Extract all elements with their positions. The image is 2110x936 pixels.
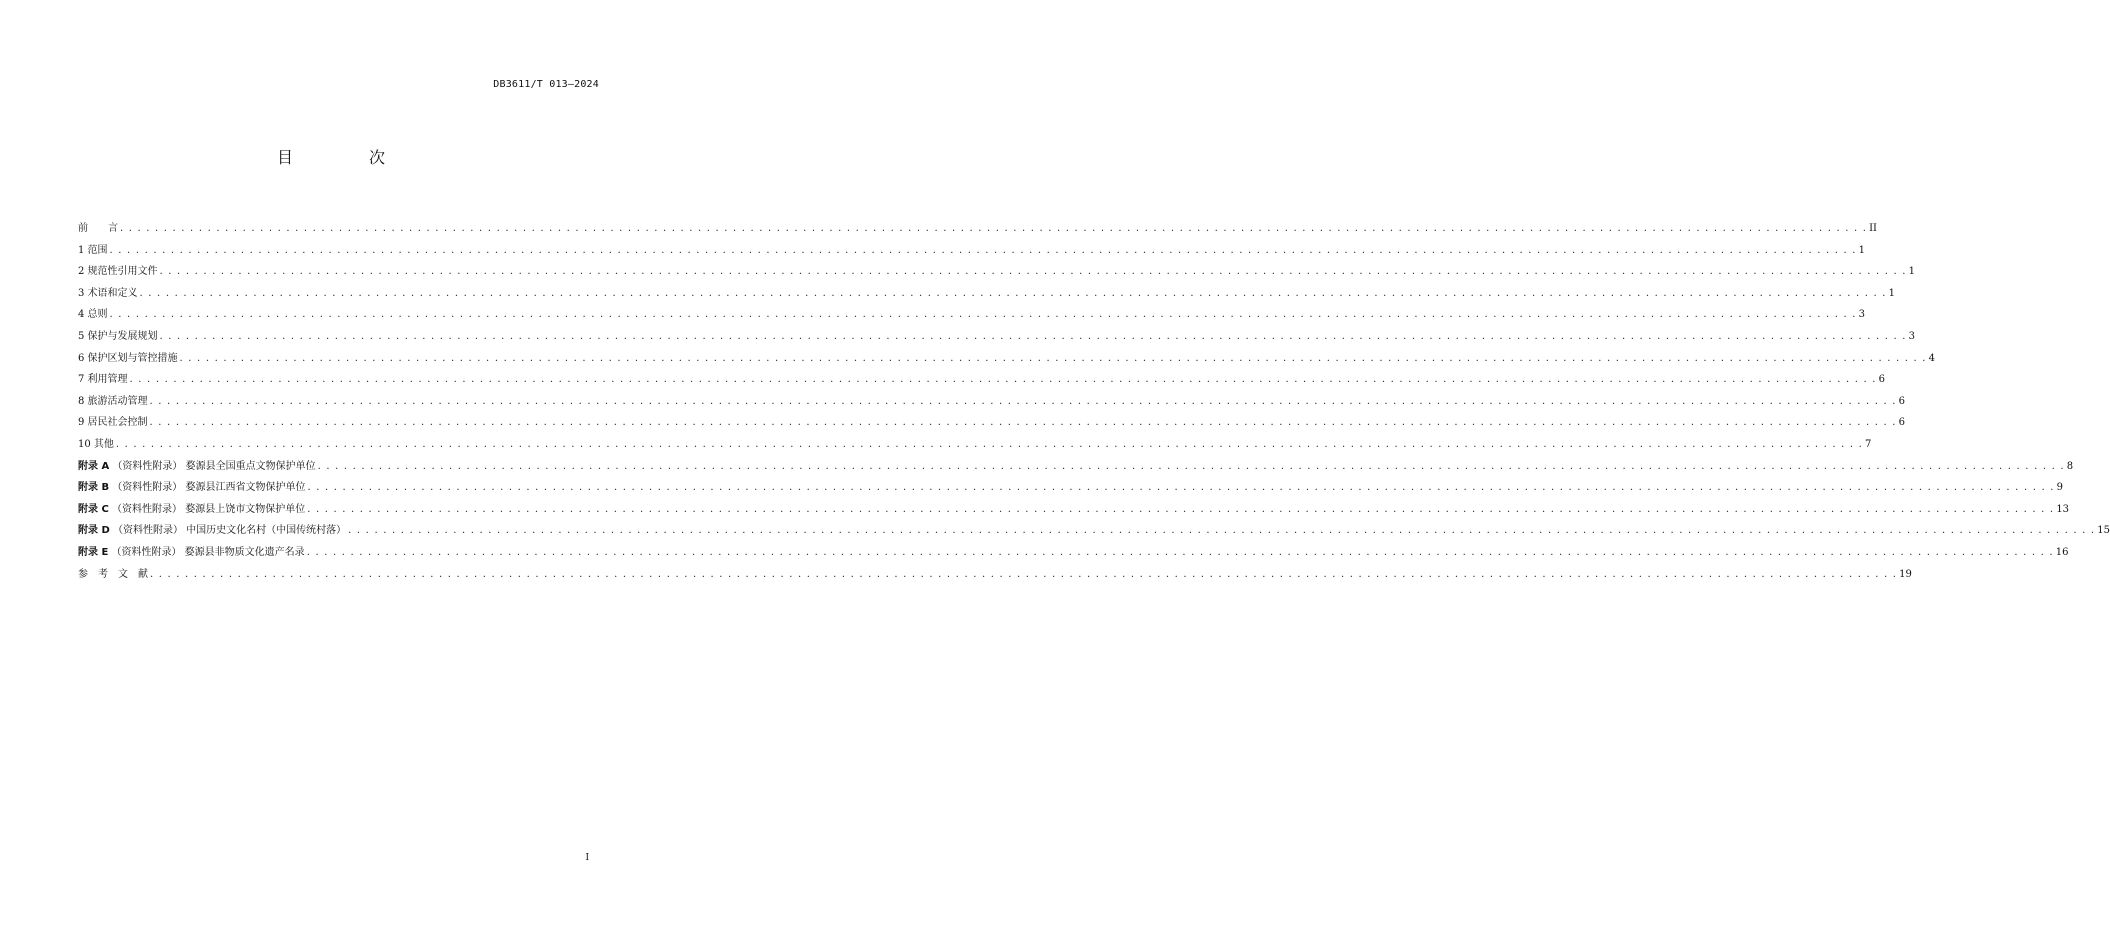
toc-entry-label — [78, 564, 148, 586]
toc-entry-label — [78, 434, 114, 456]
toc-entry-prefix: 附录 C — [78, 503, 109, 515]
table-of-contents — [78, 218, 2110, 585]
toc-entry[interactable] — [78, 564, 1912, 586]
toc-dot-leader: . . . . . . . . . . . . . . . . . . . . . . . . . . . . . . . . . . . . . . . . . . . . . . . . . . . . . . . . . . . . . . . . . . . . . . . . . . . . . . . . . . . . . . . . . . . . . . . . . . . . . . . . . . . . . . . . . . . . . . . . . . . . . . . . . . . . . . . . . . . . . . . . . . . . . . . . . . . . . . . . . . . . . . . . . . . . . . . . . . . . . . . . . . . . . . . . . . . . . . . . — [317, 460, 2065, 472]
toc-dot-leader: . . . . . . . . . . . . . . . . . . . . . . . . . . . . . . . . . . . . . . . . . . . . . . . . . . . . . . . . . . . . . . . . . . . . . . . . . . . . . . . . . . . . . . . . . . . . . . . . . . . . . . . . . . . . . . . . . . . . . . . . . . . . . . . . . . . . . . . . . . . . . . . . . . . . . . . . . . . . . . . . . . . . . . . . . . . . . . . . . . . . . . . . . . . . . . . . . . . . . . . . — [109, 309, 1857, 321]
toc-entry-text: 1 范围 — [78, 244, 108, 256]
toc-entry-label — [78, 542, 305, 564]
toc-entry-label — [78, 304, 108, 326]
toc-entry-label — [78, 477, 305, 499]
toc-entry-page: 1 — [1858, 244, 1866, 256]
toc-entry-page: 6 — [1898, 417, 1906, 429]
toc-entry-label — [78, 348, 178, 370]
toc-entry[interactable] — [78, 348, 1936, 370]
toc-entry-text: 10 其他 — [78, 438, 114, 450]
toc-entry[interactable] — [78, 520, 2110, 542]
toc-entry-label — [78, 283, 138, 305]
toc-entry-text: 8 旅游活动管理 — [78, 395, 148, 407]
toc-entry-text: 7 利用管理 — [78, 374, 128, 386]
toc-entry-text: 2 规范性引用文件 — [78, 266, 158, 278]
toc-dot-leader: . . . . . . . . . . . . . . . . . . . . . . . . . . . . . . . . . . . . . . . . . . . . . . . . . . . . . . . . . . . . . . . . . . . . . . . . . . . . . . . . . . . . . . . . . . . . . . . . . . . . . . . . . . . . . . . . . . . . . . . . . . . . . . . . . . . . . . . . . . . . . . . . . . . . . . . . . . . . . . . . . . . . . . . . . . . . . . . . . . . . . . . . . . . . . . . . . . . . . . . . — [307, 503, 2055, 515]
toc-entry-page: 15 — [2097, 525, 2110, 537]
toc-entry-page: 3 — [1908, 330, 1916, 342]
toc-entry[interactable] — [78, 240, 1866, 262]
toc-entry-text: 参 考 文 献 — [78, 568, 148, 580]
toc-dot-leader: . . . . . . . . . . . . . . . . . . . . . . . . . . . . . . . . . . . . . . . . . . . . . . . . . . . . . . . . . . . . . . . . . . . . . . . . . . . . . . . . . . . . . . . . . . . . . . . . . . . . . . . . . . . . . . . . . . . . . . . . . . . . . . . . . . . . . . . . . . . . . . . . . . . . . . . . . . . . . . . . . . . . . . . . . . . . . . . . . . . . . . . . . . . . . . . . . . . . . . . . — [348, 525, 2096, 537]
toc-entry[interactable] — [78, 542, 2069, 564]
toc-entry[interactable] — [78, 283, 1896, 305]
toc-entry-label — [78, 456, 316, 478]
toc-entry-page: 6 — [1878, 374, 1886, 386]
toc-entry-page: II — [1869, 223, 1878, 234]
toc-entry-text: 9 居民社会控制 — [78, 417, 148, 429]
toc-dot-leader: . . . . . . . . . . . . . . . . . . . . . . . . . . . . . . . . . . . . . . . . . . . . . . . . . . . . . . . . . . . . . . . . . . . . . . . . . . . . . . . . . . . . . . . . . . . . . . . . . . . . . . . . . . . . . . . . . . . . . . . . . . . . . . . . . . . . . . . . . . . . . . . . . . . . . . . . . . . . . . . . . . . . . . . . . . . . . . . . . . . . . . . . . . . . . . . . . . . . . . . . — [139, 287, 1887, 299]
toc-dot-leader: . . . . . . . . . . . . . . . . . . . . . . . . . . . . . . . . . . . . . . . . . . . . . . . . . . . . . . . . . . . . . . . . . . . . . . . . . . . . . . . . . . . . . . . . . . . . . . . . . . . . . . . . . . . . . . . . . . . . . . . . . . . . . . . . . . . . . . . . . . . . . . . . . . . . . . . . . . . . . . . . . . . . . . . . . . . . . . . . . . . . . . . . . . . . . . . . . . . . . . . . — [129, 374, 1877, 386]
toc-entry-label — [78, 391, 148, 413]
toc-entry-text: 前 言 — [78, 223, 118, 234]
toc-entry-text: 3 术语和定义 — [78, 287, 138, 299]
toc-dot-leader: . . . . . . . . . . . . . . . . . . . . . . . . . . . . . . . . . . . . . . . . . . . . . . . . . . . . . . . . . . . . . . . . . . . . . . . . . . . . . . . . . . . . . . . . . . . . . . . . . . . . . . . . . . . . . . . . . . . . . . . . . . . . . . . . . . . . . . . . . . . . . . . . . . . . . . . . . . . . . . . . . . . . . . . . . . . . . . . . . . . . . . . . . . . . . . . . . . . . . . . . — [159, 330, 1907, 342]
toc-dot-leader: . . . . . . . . . . . . . . . . . . . . . . . . . . . . . . . . . . . . . . . . . . . . . . . . . . . . . . . . . . . . . . . . . . . . . . . . . . . . . . . . . . . . . . . . . . . . . . . . . . . . . . . . . . . . . . . . . . . . . . . . . . . . . . . . . . . . . . . . . . . . . . . . . . . . . . . . . . . . . . . . . . . . . . . . . . . . . . . . . . . . . . . . . . . . . . . . . . . . . . . . — [306, 546, 2054, 558]
toc-entry-page: 19 — [1899, 568, 1912, 580]
toc-entry[interactable] — [78, 326, 1916, 348]
toc-entry-prefix: 附录 E — [78, 546, 109, 558]
toc-entry-page: 3 — [1858, 309, 1866, 321]
toc-entry-page: 7 — [1865, 438, 1872, 450]
page-number: I — [585, 853, 589, 863]
toc-entry[interactable] — [78, 456, 2074, 478]
toc-entry[interactable] — [78, 499, 2070, 521]
toc-entry-prefix: 附录 B — [78, 482, 110, 494]
toc-entry-text: 4 总则 — [78, 309, 108, 321]
toc-entry-page: 13 — [2056, 503, 2070, 515]
toc-entry-page: 9 — [2056, 482, 2063, 494]
toc-entry[interactable] — [78, 261, 1916, 283]
toc-entry-page: 8 — [2066, 460, 2074, 472]
document-code: DB3611/T 013—2024 — [493, 79, 599, 90]
toc-dot-leader: . . . . . . . . . . . . . . . . . . . . . . . . . . . . . . . . . . . . . . . . . . . . . . . . . . . . . . . . . . . . . . . . . . . . . . . . . . . . . . . . . . . . . . . . . . . . . . . . . . . . . . . . . . . . . . . . . . . . . . . . . . . . . . . . . . . . . . . . . . . . . . . . . . . . . . . . . . . . . . . . . . . . . . . . . . . . . . . . . . . . . . . . . . . . . . . . . . . . . . . . — [159, 266, 1907, 278]
toc-entry-label — [78, 240, 108, 262]
toc-entry-text: （资料性附录） 婺源县江西省文物保护单位 — [112, 482, 306, 494]
toc-entry-text: （资料性附录） 婺源县非物质文化遗产名录 — [111, 546, 305, 558]
toc-entry-label — [78, 326, 158, 348]
toc-entry-page: 4 — [1928, 352, 1936, 364]
toc-entry-text: （资料性附录） 婺源县上饶市文物保护单位 — [112, 503, 306, 515]
toc-dot-leader: . . . . . . . . . . . . . . . . . . . . . . . . . . . . . . . . . . . . . . . . . . . . . . . . . . . . . . . . . . . . . . . . . . . . . . . . . . . . . . . . . . . . . . . . . . . . . . . . . . . . . . . . . . . . . . . . . . . . . . . . . . . . . . . . . . . . . . . . . . . . . . . . . . . . . . . . . . . . . . . . . . . . . . . . . . . . . . . . . . . . . . . . . . . . . . . . . . . . . . . . — [149, 395, 1897, 407]
toc-dot-leader: . . . . . . . . . . . . . . . . . . . . . . . . . . . . . . . . . . . . . . . . . . . . . . . . . . . . . . . . . . . . . . . . . . . . . . . . . . . . . . . . . . . . . . . . . . . . . . . . . . . . . . . . . . . . . . . . . . . . . . . . . . . . . . . . . . . . . . . . . . . . . . . . . . . . . . . . . . . . . . . . . . . . . . . . . . . . . . . . . . . . . . . . . . . . . . . . . . . . . . . . — [179, 352, 1927, 364]
toc-entry-label — [78, 261, 158, 283]
toc-entry[interactable] — [78, 412, 1906, 434]
toc-entry[interactable] — [78, 218, 1878, 240]
toc-entry-label — [78, 520, 346, 542]
toc-entry-page: 6 — [1898, 395, 1906, 407]
toc-entry-page: 1 — [1908, 266, 1916, 278]
toc-entry[interactable] — [78, 477, 2063, 499]
toc-entry-text: （资料性附录） 中国历史文化名村（中国传统村落） — [112, 525, 347, 537]
toc-entry-label — [78, 218, 118, 240]
toc-entry-text: 6 保护区划与管控措施 — [78, 352, 178, 364]
toc-entry-label — [78, 499, 305, 521]
toc-dot-leader: . . . . . . . . . . . . . . . . . . . . . . . . . . . . . . . . . . . . . . . . . . . . . . . . . . . . . . . . . . . . . . . . . . . . . . . . . . . . . . . . . . . . . . . . . . . . . . . . . . . . . . . . . . . . . . . . . . . . . . . . . . . . . . . . . . . . . . . . . . . . . . . . . . . . . . . . . . . . . . . . . . . . . . . . . . . . . . . . . . . . . . . . . . . . . . . . . . . . . . . . — [120, 223, 1868, 234]
toc-entry-text: 5 保护与发展规划 — [78, 330, 158, 342]
toc-entry-text: （资料性附录） 婺源县全国重点文物保护单位 — [112, 460, 316, 472]
toc-entry-prefix: 附录 D — [78, 525, 110, 537]
toc-entry-page: 16 — [2055, 546, 2069, 558]
toc-dot-leader: . . . . . . . . . . . . . . . . . . . . . . . . . . . . . . . . . . . . . . . . . . . . . . . . . . . . . . . . . . . . . . . . . . . . . . . . . . . . . . . . . . . . . . . . . . . . . . . . . . . . . . . . . . . . . . . . . . . . . . . . . . . . . . . . . . . . . . . . . . . . . . . . . . . . . . . . . . . . . . . . . . . . . . . . . . . . . . . . . . . . . . . . . . . . . . . . . . . . . . . . — [149, 417, 1897, 429]
toc-entry[interactable] — [78, 434, 1872, 456]
toc-entry-prefix: 附录 A — [78, 460, 110, 472]
toc-dot-leader: . . . . . . . . . . . . . . . . . . . . . . . . . . . . . . . . . . . . . . . . . . . . . . . . . . . . . . . . . . . . . . . . . . . . . . . . . . . . . . . . . . . . . . . . . . . . . . . . . . . . . . . . . . . . . . . . . . . . . . . . . . . . . . . . . . . . . . . . . . . . . . . . . . . . . . . . . . . . . . . . . . . . . . . . . . . . . . . . . . . . . . . . . . . . . . . . . . . . . . . . — [115, 438, 1864, 450]
toc-entry-page: 1 — [1888, 287, 1896, 299]
toc-dot-leader: . . . . . . . . . . . . . . . . . . . . . . . . . . . . . . . . . . . . . . . . . . . . . . . . . . . . . . . . . . . . . . . . . . . . . . . . . . . . . . . . . . . . . . . . . . . . . . . . . . . . . . . . . . . . . . . . . . . . . . . . . . . . . . . . . . . . . . . . . . . . . . . . . . . . . . . . . . . . . . . . . . . . . . . . . . . . . . . . . . . . . . . . . . . . . . . . . . . . . . . . — [307, 482, 2055, 494]
toc-entry[interactable] — [78, 391, 1906, 413]
toc-dot-leader: . . . . . . . . . . . . . . . . . . . . . . . . . . . . . . . . . . . . . . . . . . . . . . . . . . . . . . . . . . . . . . . . . . . . . . . . . . . . . . . . . . . . . . . . . . . . . . . . . . . . . . . . . . . . . . . . . . . . . . . . . . . . . . . . . . . . . . . . . . . . . . . . . . . . . . . . . . . . . . . . . . . . . . . . . . . . . . . . . . . . . . . . . . . . . . . . . . . . . . . . — [150, 568, 1898, 580]
toc-entry-label — [78, 369, 128, 391]
toc-entry[interactable] — [78, 369, 1886, 391]
page-title: 目 次 — [276, 148, 415, 167]
toc-entry[interactable] — [78, 304, 1866, 326]
toc-entry-label — [78, 412, 148, 434]
toc-dot-leader: . . . . . . . . . . . . . . . . . . . . . . . . . . . . . . . . . . . . . . . . . . . . . . . . . . . . . . . . . . . . . . . . . . . . . . . . . . . . . . . . . . . . . . . . . . . . . . . . . . . . . . . . . . . . . . . . . . . . . . . . . . . . . . . . . . . . . . . . . . . . . . . . . . . . . . . . . . . . . . . . . . . . . . . . . . . . . . . . . . . . . . . . . . . . . . . . . . . . . . . . — [109, 244, 1857, 256]
